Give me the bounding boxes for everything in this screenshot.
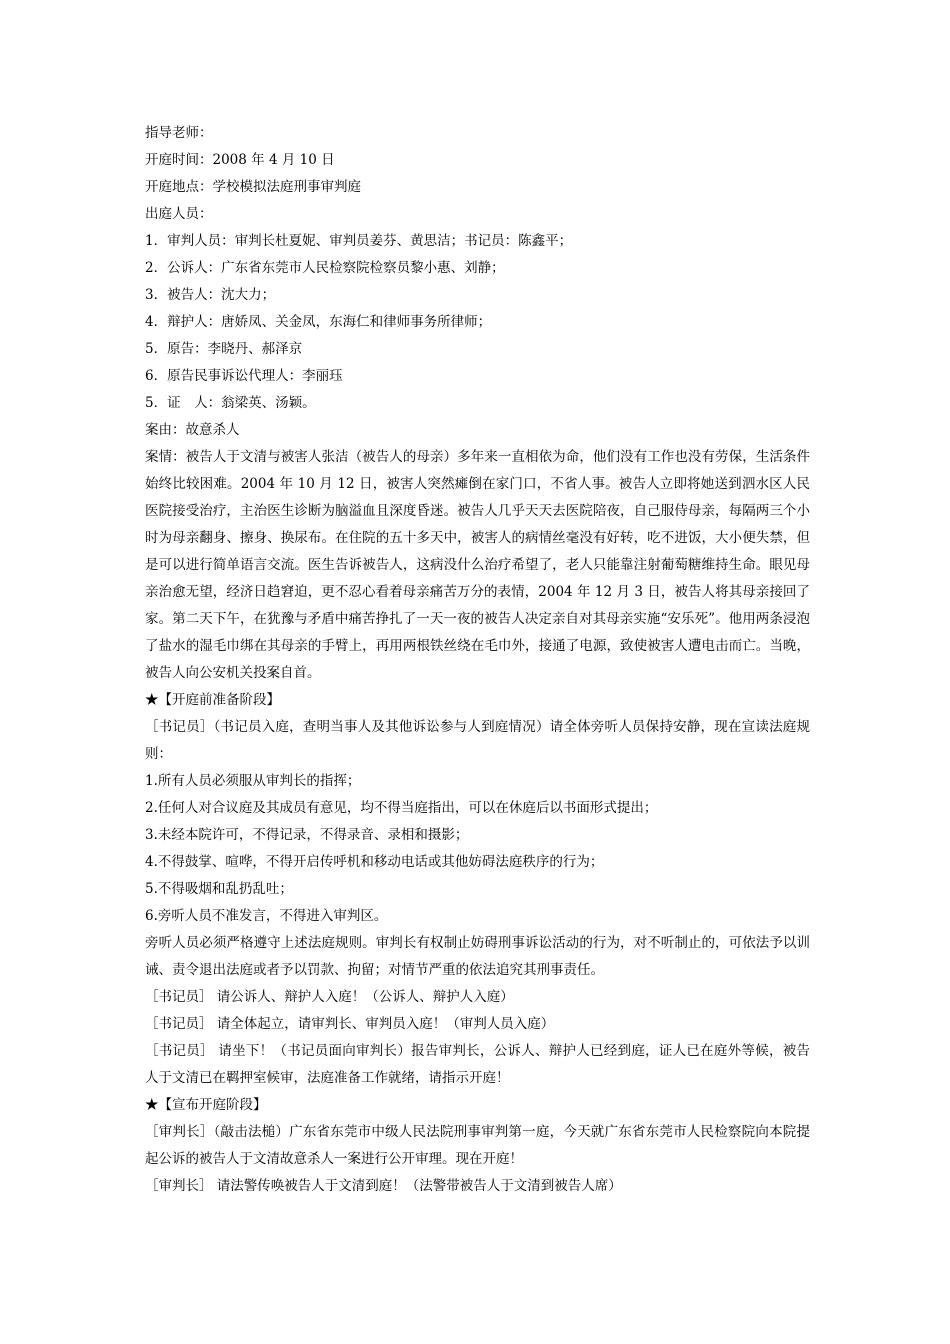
court-rule-5: 5.不得吸烟和乱扔乱吐； <box>145 881 293 897</box>
judge-line-2: ［审判长］ 请法警传唤被告人于文清到庭！（法警带被告人于文清到被告人席） <box>145 1178 622 1194</box>
attendees-heading: 出庭人员： <box>145 206 213 222</box>
attendee-witnesses: 5．证 人：翁梁英、汤颖。 <box>145 395 316 411</box>
court-rule-4: 4.不得鼓掌、喧哗，不得开启传呼机和移动电话或其他妨碍法庭秩序的行为； <box>145 854 604 870</box>
clerk-line-1: ［书记员］ 请公诉人、辩护人入庭！（公诉人、辩护人入庭） <box>145 989 514 1005</box>
trial-location-line: 开庭地点：学校模拟法庭刑事审判庭 <box>145 179 361 195</box>
attendee-prosecutors: 2．公诉人：广东省东莞市人民检察院检察员黎小惠、刘静； <box>145 260 505 276</box>
case-cause-line: 案由：故意杀人 <box>145 422 240 438</box>
court-rule-3: 3.未经本院许可，不得记录，不得录音、录相和摄影； <box>145 827 469 843</box>
judge-line-1: ［审判长］（敲击法槌）广东省东莞市中级人民法院刑事审判第一庭，今天就广东省东莞市人民检察院向本院提起公诉的被告人于文清故意杀人一案进行公开审理。现在开庭！ <box>145 1124 810 1167</box>
attendee-plaintiffs: 5．原告：李晓丹、郝泽京 <box>145 341 303 357</box>
trial-time-line: 开庭时间：2008 年 4 月 10 日 <box>145 152 335 168</box>
rules-note-paragraph: 旁听人员必须严格遵守上述法庭规则。审判长有权制止妨碍刑事诉讼活动的行为，对不听制止的，可依法予以训诫、责令退出法庭或者予以罚款、拘留；对情节严重的依法追究其刑事责任。 <box>145 935 810 978</box>
section-heading-opening: ★【宣布开庭阶段】 <box>145 1097 267 1113</box>
section-heading-preparation: ★【开庭前准备阶段】 <box>145 692 280 708</box>
clerk-line-2: ［书记员］ 请全体起立，请审判长、审判员入庭！（审判人员入庭） <box>145 1016 555 1032</box>
case-summary-paragraph: 案情：被告人于文清与被害人张洁（被告人的母亲）多年来一直相依为命，他们没有工作也没有劳保，生活条件始终比较困难。2004 年 10 月 12 日，被害人突然瘫倒在家门口，不省人事。被告人立即将她送到泗水区人民医院接受治疗，主治医生诊断为脑溢血且深度昏迷。被告人几乎天天去医院陪夜，自己服侍母亲，每隔两三个小时为母亲翻身、擦身、换尿布。在住院的五十多天中，被害人的病情丝毫没有好转，吃不进饭，大小便失禁，但是可以进行简单语言交流。医生告诉被告人，这病没什么治疗希望了，老人只能靠注射葡萄糖维持生命。眼见母亲治愈无望，经济日趋窘迫，更不忍心看着母亲痛苦万分的表情，2004 年 12 月 3 日，被告人将其母亲接回了家。第二天下午，在犹豫与矛盾中痛苦挣扎了一天一夜的被告人决定亲自对其母亲实施“安乐死”。他用两条浸泡了盐水的湿毛巾绑在其母亲的手臂上，再用两根铁丝绕在毛巾外，接通了电源，致使被害人遭电击而亡。当晚，被告人向公安机关投案自首。 <box>145 449 810 681</box>
attendee-defenders: 4．辩护人：唐娇凤、关金凤，东海仁和律师事务所律师； <box>145 314 492 330</box>
clerk-intro-paragraph: ［书记员］（书记员入庭，查明当事人及其他诉讼参与人到庭情况）请全体旁听人员保持安静，现在宣读法庭规则： <box>145 719 810 762</box>
document-body <box>145 120 810 1200</box>
attendee-judges: 1．审判人员：审判长杜夏妮、审判员姜芬、黄思洁；书记员：陈鑫平； <box>145 233 573 249</box>
attendee-plaintiff-agent: 6．原告民事诉讼代理人：李丽珏 <box>145 368 343 384</box>
court-rule-1: 1.所有人员必须服从审判长的指挥； <box>145 773 361 789</box>
court-rule-6: 6.旁听人员不准发言，不得进入审判区。 <box>145 908 388 924</box>
attendee-defendant: 3．被告人：沈大力； <box>145 287 276 303</box>
court-rule-2: 2.任何人对合议庭及其成员有意见，均不得当庭指出，可以在休庭后以书面形式提出； <box>145 800 658 816</box>
clerk-line-3: ［书记员］ 请坐下！（书记员面向审判长）报告审判长，公诉人、辩护人已经到庭，证人已在庭外等候，被告人于文清已在羁押室候审，法庭准备工作就绪，请指示开庭！ <box>145 1043 810 1086</box>
instructor-line: 指导老师： <box>145 125 213 141</box>
